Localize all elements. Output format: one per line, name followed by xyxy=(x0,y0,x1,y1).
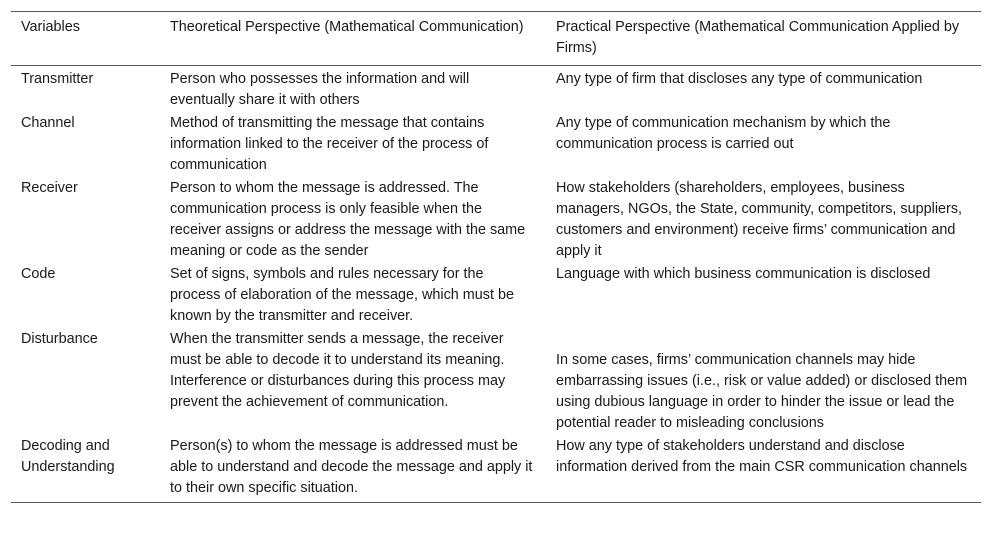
cell-theoretical: Person(s) to whom the message is addressed must be able to understand and decode the message and apply it to their own specific situation. xyxy=(170,438,533,496)
table-row-code xyxy=(11,263,981,328)
cell-practical: How any type of stakeholders understand and disclose information derived from the main CSR communication channels xyxy=(556,438,968,475)
cell-theoretical: Set of signs, symbols and rules necessary for the process of elaboration of the message, which must be known by the transmitter and receiver. xyxy=(170,266,514,324)
cell-variable: Decoding and Understanding xyxy=(21,438,115,475)
cell-practical xyxy=(546,328,981,435)
cell-variable: Receiver xyxy=(21,180,78,196)
cell-theoretical: Person to whom the message is addressed. The communication process is only feasible when the receiver assigns or address the message with the same meaning or code as the sender xyxy=(170,180,526,259)
cell-theoretical: Method of transmitting the message that contains information linked to the receiver of the process of communication xyxy=(170,115,489,173)
cell-practical: Any type of communication mechanism by which the communication process is carried out xyxy=(556,115,891,152)
header-row xyxy=(11,12,981,66)
cell-practical: How stakeholders (shareholders, employees, business managers, NGOs, the State, community, competitors, suppliers, customers and environment) receive firms’ communication and apply it xyxy=(556,180,963,259)
header-practical-perspective: Practical Perspective (Mathematical Communication Applied by Firms) xyxy=(556,19,960,56)
cell-theoretical: Person who possesses the information and will eventually share it with others xyxy=(170,71,470,108)
table-row-disturbance xyxy=(11,328,981,435)
header-variables: Variables xyxy=(21,19,80,35)
table-row-decoding-understanding xyxy=(11,435,981,503)
cell-variable: Disturbance xyxy=(21,331,98,347)
table-row-transmitter xyxy=(11,66,981,113)
table-header xyxy=(11,12,981,66)
table-row-receiver xyxy=(11,177,981,263)
cell-practical: Any type of firm that discloses any type of communication xyxy=(556,71,923,87)
communication-table-container xyxy=(11,11,981,503)
header-theoretical-perspective: Theoretical Perspective (Mathematical Communication) xyxy=(170,19,524,35)
communication-table xyxy=(11,11,981,503)
table-row-channel xyxy=(11,112,981,177)
table-body xyxy=(11,66,981,503)
cell-practical: Language with which business communication is disclosed xyxy=(556,266,931,282)
cell-variable: Transmitter xyxy=(21,71,94,87)
cell-theoretical: When the transmitter sends a message, the receiver must be able to decode it to understand its meaning. Interference or disturbances during this process may prevent the achievement of communication. xyxy=(170,331,506,410)
cell-practical-text: In some cases, firms’ communication channels may hide embarrassing issues (i.e., risk or value added) or disclosed them using dubious language in order to hinder the issue or lead the potential reader to misleading conclusions xyxy=(556,352,968,431)
cell-variable: Channel xyxy=(21,115,75,131)
cell-variable: Code xyxy=(21,266,56,282)
